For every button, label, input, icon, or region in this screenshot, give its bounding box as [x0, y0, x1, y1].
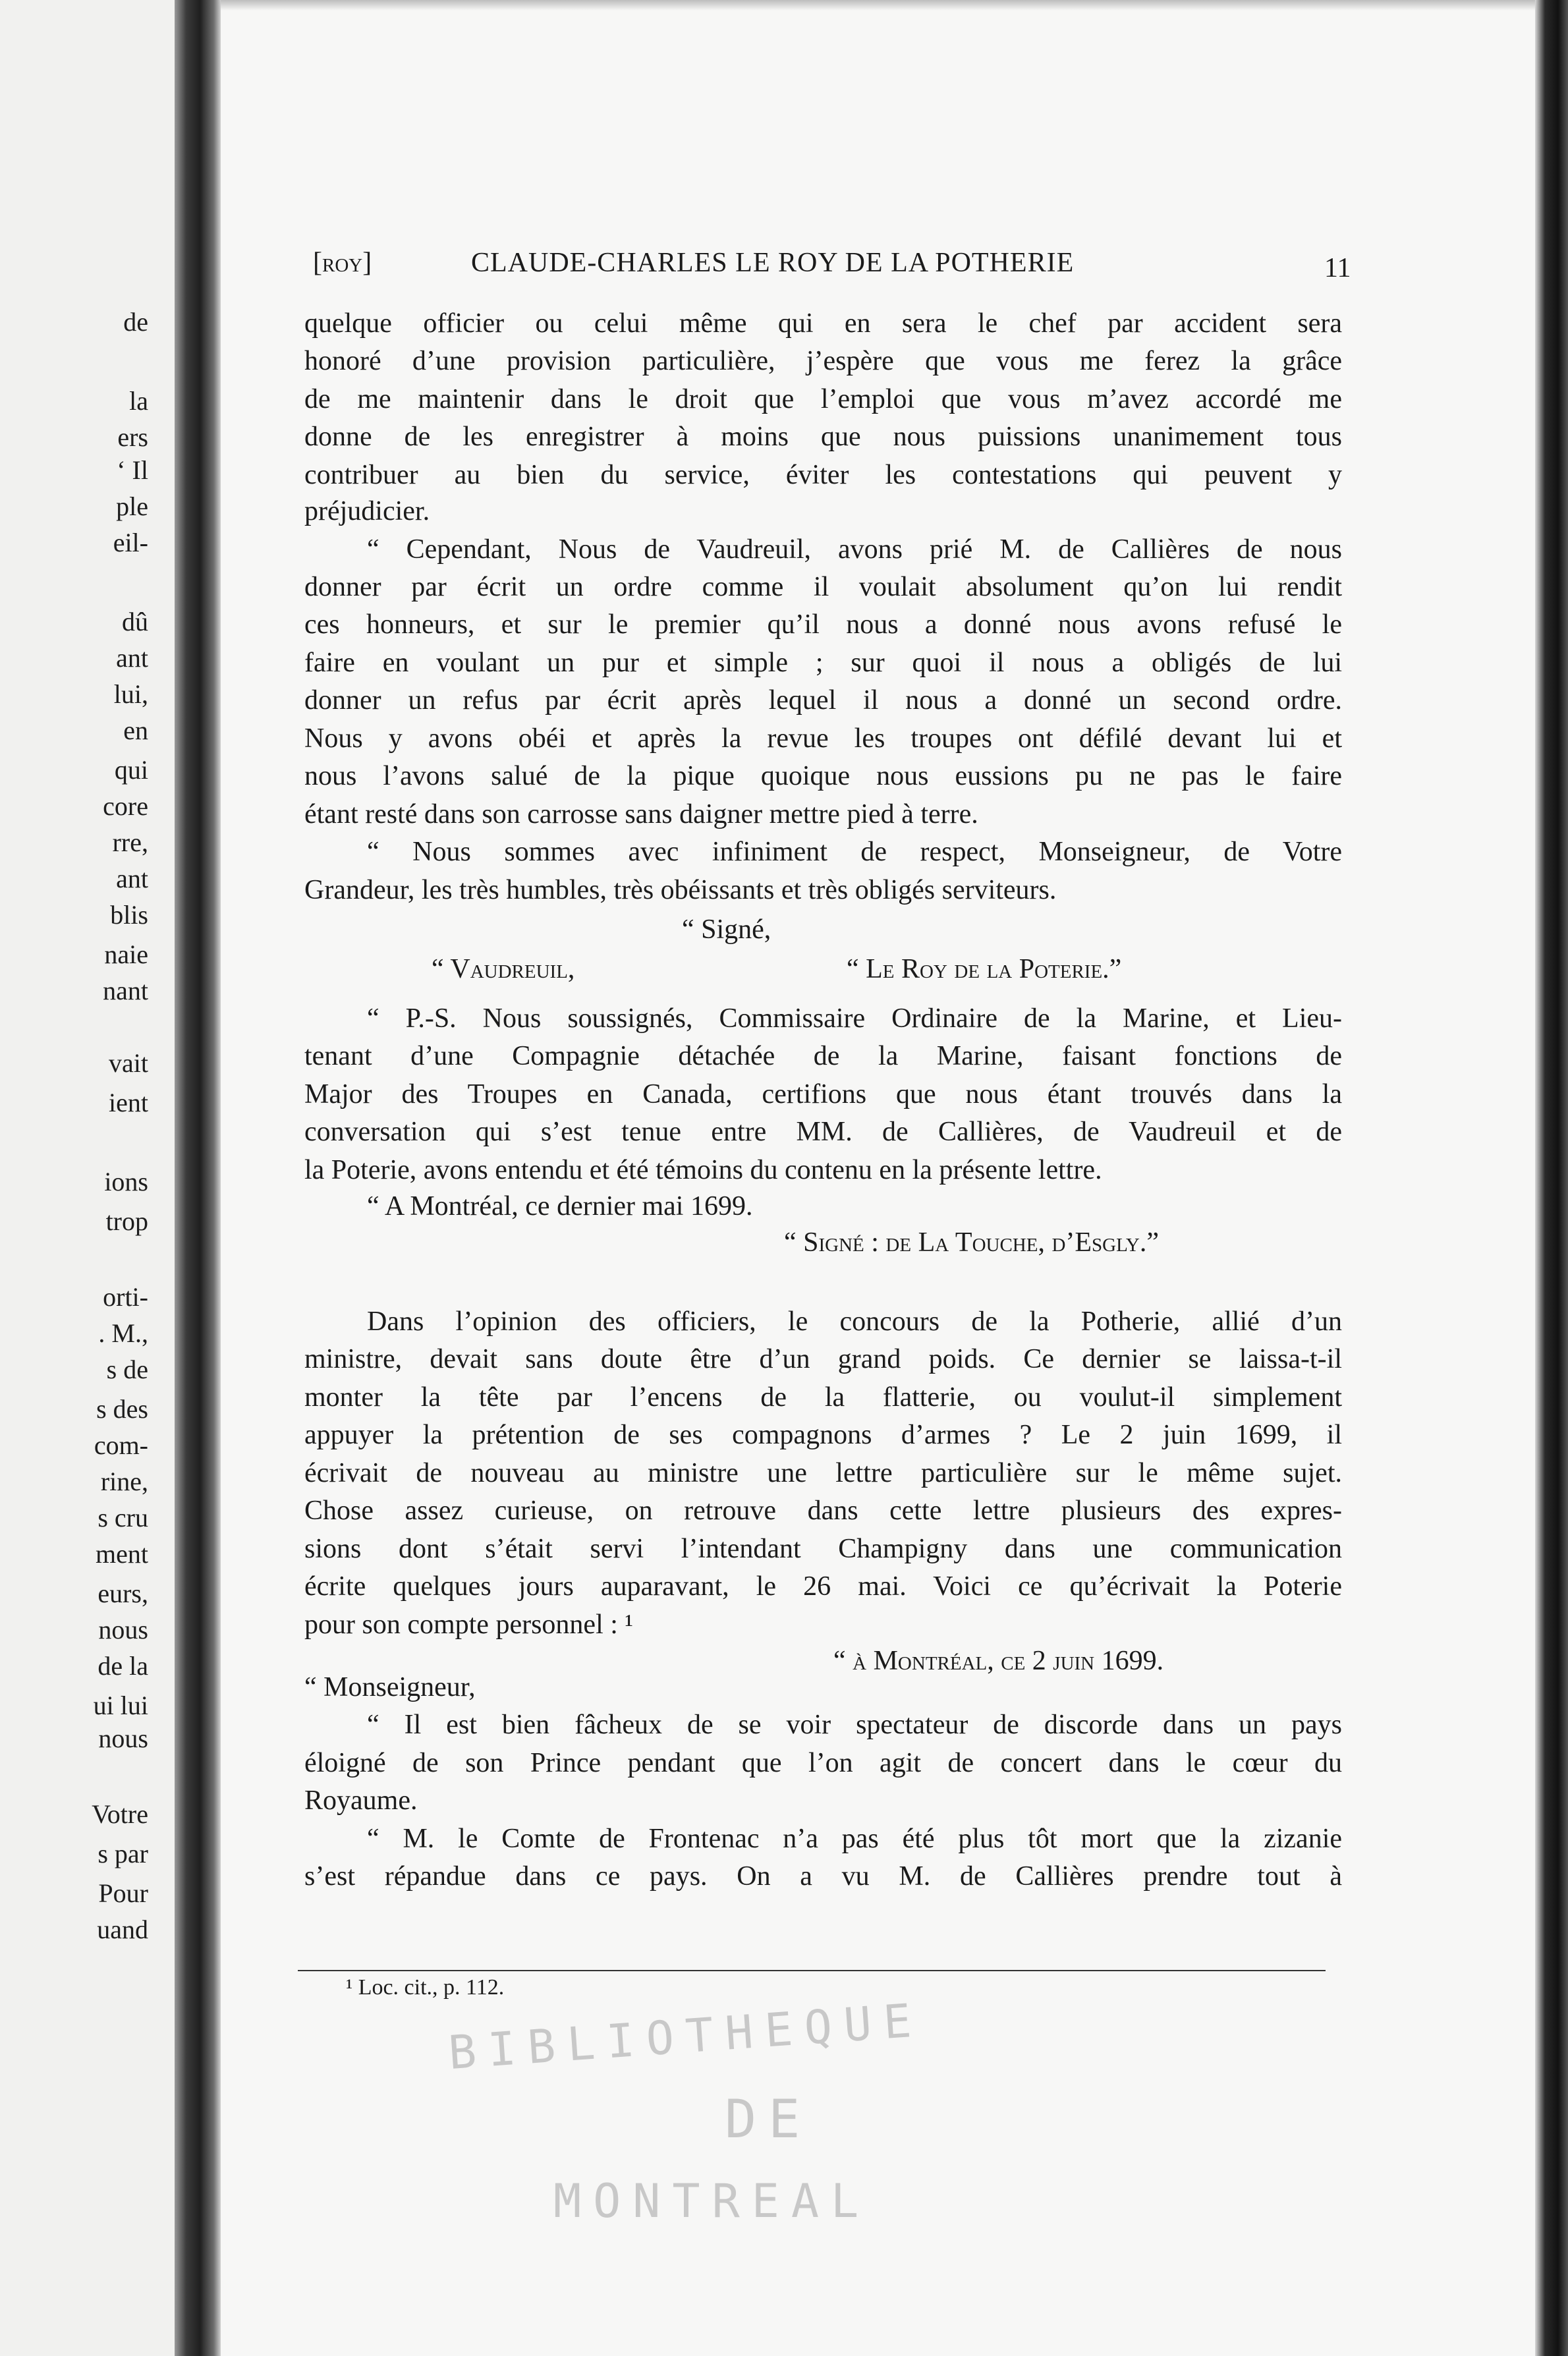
left-page-fragment: s cru	[98, 1503, 148, 1532]
page-number: 11	[1324, 253, 1351, 283]
left-page-fragment: orti-	[103, 1282, 148, 1312]
text-line: ces honneurs, et sur le premier qu’il nous a donné nous avons refusé le	[304, 609, 1342, 640]
text-line: Royaume.	[304, 1785, 418, 1816]
text-line: de me maintenir dans le droit que l’emploi que vous m’avez accordé me	[304, 384, 1342, 414]
text-line: “ A Montréal, ce dernier mai 1699.	[367, 1191, 753, 1221]
text-line: quelque officier ou celui même qui en sera le chef par accident sera	[304, 308, 1342, 339]
text-line: “ Le Roy de la Poterie.”	[847, 954, 1122, 984]
text-line: donne de les enregistrer à moins que nous puissions unanimement tous	[304, 422, 1342, 452]
text-line: honoré d’une provision particulière, j’espère que vous me ferez la grâce	[304, 346, 1342, 376]
text-line: Nous y avons obéi et après la revue les troupes ont défilé devant lui et	[304, 723, 1342, 754]
left-page-fragment: eil-	[113, 528, 148, 557]
text-line: “ Nous sommes avec infiniment de respect, Monseigneur, de Votre	[367, 837, 1342, 867]
running-head-title: CLAUDE-CHARLES LE ROY DE LA POTHERIE	[471, 248, 1075, 278]
left-page-fragment: ions	[104, 1167, 148, 1196]
left-page-fragment: de la	[98, 1651, 148, 1681]
text-line: ministre, devait sans doute être d’un grand poids. Ce dernier se laissa-t-il	[304, 1344, 1342, 1374]
text-line: nous l’avons salué de la pique quoique nous eussions pu ne pas le faire	[304, 761, 1342, 791]
text-line: s’est répandue dans ce pays. On a vu M. de Callières prendre tout à	[304, 1861, 1342, 1892]
left-page-fragment: en	[123, 715, 148, 745]
left-page-fragment: s par	[98, 1839, 148, 1868]
text-line: “ M. le Comte de Frontenac n’a pas été plus tôt mort que la zizanie	[367, 1824, 1342, 1854]
left-page-fragment: dû	[122, 607, 148, 636]
text-line: “ Vaudreuil,	[432, 954, 575, 984]
text-line: Grandeur, les très humbles, très obéissants et très obligés serviteurs.	[304, 875, 1057, 905]
text-line: Major des Troupes en Canada, certifions que nous étant trouvés dans la	[304, 1079, 1342, 1109]
left-facing-page	[0, 0, 175, 2356]
left-page-fragment: ers	[117, 422, 148, 452]
text-line: “ à Montréal, ce 2 juin 1699.	[833, 1646, 1164, 1676]
text-line: préjudicier.	[304, 496, 430, 526]
stamp-line-2: DE	[725, 2089, 812, 2150]
page-top-edge	[221, 0, 1535, 11]
footnote: ¹ Loc. cit., p. 112.	[346, 1975, 505, 2000]
left-page-fragment: ant	[116, 864, 148, 893]
left-page-fragment: lui,	[113, 679, 148, 709]
text-line: conversation qui s’est tenue entre MM. de Callières, de Vaudreuil et de	[304, 1117, 1342, 1147]
left-page-fragment: naie	[104, 940, 148, 969]
left-page-fragment: blis	[110, 900, 148, 930]
text-line: écrivait de nouveau au ministre une lettre particulière sur le même sujet.	[304, 1458, 1342, 1488]
running-head	[313, 247, 1351, 287]
left-page-fragment: core	[103, 791, 148, 821]
left-page-fragment: ant	[116, 643, 148, 673]
text-line: “ Signé : de La Touche, d’Esgly.”	[784, 1227, 1160, 1258]
text-line: écrite quelques jours auparavant, le 26 mai. Voici ce qu’écrivait la Poterie	[304, 1571, 1342, 1602]
library-stamp	[447, 1992, 1140, 2247]
left-page-fragment: ple	[116, 491, 148, 521]
left-page-fragment: nous	[98, 1615, 148, 1644]
text-line: étant resté dans son carrosse sans daigner mettre pied à terre.	[304, 799, 978, 829]
running-head-short: [roy]	[313, 248, 372, 278]
stamp-line-3: MONTREAL	[553, 2174, 871, 2228]
text-line: éloigné de son Prince pendant que l’on agit de concert dans le cœur du	[304, 1748, 1342, 1778]
text-line: appuyer la prétention de ses compagnons d’armes ? Le 2 juin 1699, il	[304, 1420, 1342, 1450]
left-page-fragment: ‘ Il	[117, 455, 148, 485]
text-line: “ Il est bien fâcheux de se voir spectateur de discorde dans un pays	[367, 1710, 1342, 1740]
text-line: tenant d’une Compagnie détachée de la Marine, faisant fonctions de	[304, 1041, 1342, 1071]
left-page-fragment: la	[129, 386, 148, 416]
text-line: “ Monseigneur,	[304, 1672, 476, 1702]
left-page-fragment: Pour	[98, 1878, 148, 1908]
text-line: “ Signé,	[682, 914, 771, 945]
binding-gutter	[175, 0, 221, 2356]
text-line: la Poterie, avons entendu et été témoins du contenu en la présente lettre.	[304, 1155, 1102, 1185]
left-page-fragment: vait	[109, 1048, 148, 1078]
text-line: Chose assez curieuse, on retrouve dans cette lettre plusieurs des expres-	[304, 1496, 1342, 1526]
stamp-line-1: BIBLIOTHEQUE	[447, 1992, 925, 2081]
page-right-edge	[1535, 0, 1568, 2356]
footnote-rule	[298, 1970, 1326, 1971]
left-page-fragment: s de	[106, 1355, 148, 1384]
left-page-fragment: s des	[96, 1394, 148, 1424]
text-line: “ Cependant, Nous de Vaudreuil, avons prié M. de Callières de nous	[367, 534, 1342, 565]
text-line: monter la tête par l’encens de la flatterie, ou voulut-il simplement	[304, 1382, 1342, 1413]
text-line: pour son compte personnel : ¹	[304, 1610, 633, 1640]
left-page-fragment: trop	[105, 1206, 148, 1236]
left-page-fragment: de	[123, 307, 148, 337]
text-line: “ P.-S. Nous soussignés, Commissaire Ordinaire de la Marine, et Lieu-	[367, 1003, 1342, 1034]
left-page-fragment: ment	[96, 1539, 148, 1569]
text-line: faire en voulant un pur et simple ; sur quoi il nous a obligés de lui	[304, 648, 1342, 678]
text-line: contribuer au bien du service, éviter les contestations qui peuvent y	[304, 460, 1342, 490]
left-page-fragment: uand	[97, 1915, 148, 1944]
text-line: sions dont s’était servi l’intendant Champigny dans une communication	[304, 1534, 1342, 1564]
left-page-fragment: com-	[94, 1430, 148, 1460]
left-page-fragment: . M.,	[98, 1318, 148, 1348]
left-page-fragment: eurs,	[98, 1579, 148, 1608]
text-line: donner par écrit un ordre comme il voulait absolument qu’on lui rendit	[304, 572, 1342, 602]
left-page-fragment: ui lui	[93, 1691, 148, 1720]
left-page-fragment: ient	[109, 1088, 148, 1117]
left-page-fragment: rre,	[112, 827, 148, 857]
left-page-fragment: qui	[114, 755, 148, 785]
left-page-fragment: nant	[103, 976, 148, 1005]
left-page-fragment: nous	[98, 1724, 148, 1753]
text-line: Dans l’opinion des officiers, le concours de la Potherie, allié d’un	[367, 1306, 1342, 1337]
left-page-fragment: Votre	[92, 1799, 148, 1829]
text-line: donner un refus par écrit après lequel il nous a donné un second ordre.	[304, 685, 1342, 715]
left-page-fragment: rine,	[100, 1467, 148, 1496]
